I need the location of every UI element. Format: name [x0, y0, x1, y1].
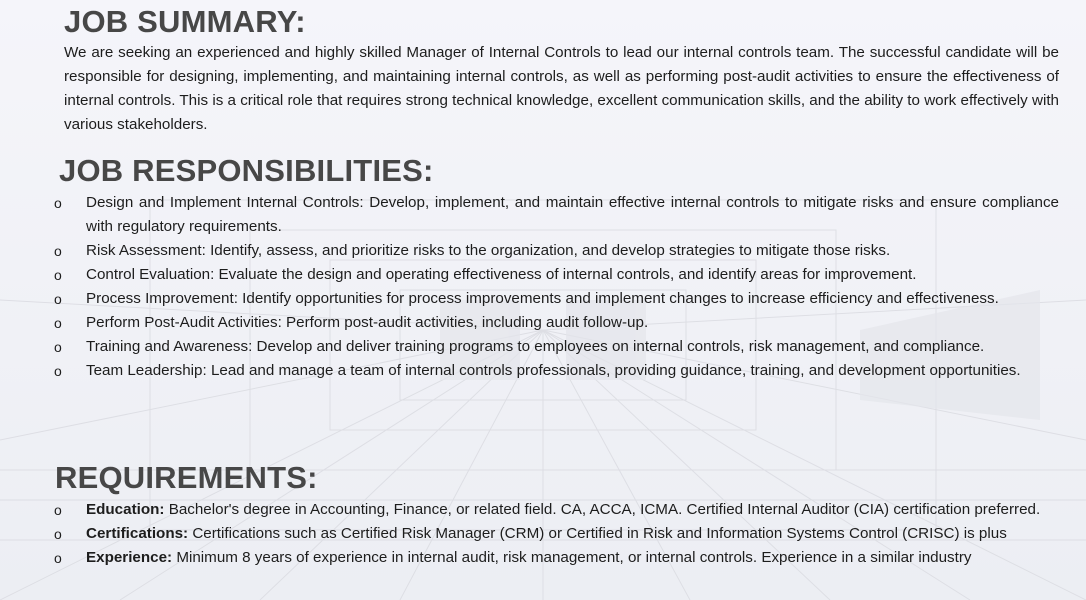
responsibility-text: Risk Assessment: Identify, assess, and prioritize risks to the organization, and develop strategies to mitigate those risks. — [86, 242, 891, 259]
requirement-label: Education: — [86, 501, 165, 518]
bullet-circle-icon: o — [54, 315, 62, 331]
list-item — [54, 546, 1059, 570]
requirement-text: Certifications such as Certified Risk Manager (CRM) or Certified in Risk and Information Systems Control (CRISC) is plus — [188, 525, 1007, 542]
requirement-text: Bachelor's degree in Accounting, Finance, or related field. CA, ACCA, ICMA. Certified Internal Auditor (CIA) certification preferred. — [164, 501, 1041, 518]
responsibilities-list — [54, 191, 1059, 383]
requirements-list — [54, 498, 1059, 570]
requirements-heading: REQUIREMENTS: — [55, 460, 318, 495]
responsibility-text: Control Evaluation: Evaluate the design and operating effectiveness of internal controls, and identify areas for improvement. — [86, 266, 917, 283]
responsibility-text: Training and Awareness: Develop and deliver training programs to employees on internal controls, risk management, and compliance. — [86, 338, 985, 355]
list-item — [54, 239, 1059, 263]
requirement-label: Experience: — [86, 549, 173, 566]
list-item — [54, 263, 1059, 287]
requirement-label: Certifications: — [86, 525, 189, 542]
bullet-circle-icon: o — [54, 363, 62, 379]
bullet-circle-icon: o — [54, 550, 62, 566]
job-responsibilities-heading: JOB RESPONSIBILITIES: — [59, 153, 434, 188]
bullet-circle-icon: o — [54, 243, 62, 259]
list-item — [54, 311, 1059, 335]
job-summary-heading: JOB SUMMARY: — [64, 4, 306, 39]
bullet-circle-icon: o — [54, 267, 62, 283]
responsibility-text: Team Leadership: Lead and manage a team of internal controls professionals, providing guidance, training, and development opportunities. — [86, 362, 1021, 379]
list-item — [54, 287, 1059, 311]
bullet-circle-icon: o — [54, 502, 62, 518]
list-item — [54, 359, 1059, 383]
bullet-circle-icon: o — [54, 291, 62, 307]
bullet-circle-icon: o — [54, 526, 62, 542]
bullet-circle-icon: o — [54, 339, 62, 355]
bullet-circle-icon: o — [54, 195, 62, 211]
list-item — [54, 191, 1059, 239]
list-item — [54, 335, 1059, 359]
responsibility-text: Design and Implement Internal Controls: Develop, implement, and maintain effective internal controls to mitigate risks and ensure compliance with regulatory requirements. — [86, 194, 1059, 235]
job-summary-paragraph: We are seeking an experienced and highly skilled Manager of Internal Controls to lead our internal controls team. The successful candidate will be responsible for designing, implementing, and maintaining internal controls, as well as performing post-audit activities to ensure the effectiveness of internal controls. This is a critical role that requires strong technical knowledge, excellent communication skills, and the ability to work effectively with various stakeholders. — [64, 44, 1059, 133]
responsibility-text: Process Improvement: Identify opportunities for process improvements and implement changes to increase efficiency and effectiveness. — [86, 290, 999, 307]
list-item — [54, 498, 1059, 522]
responsibility-text: Perform Post-Audit Activities: Perform post-audit activities, including audit follow-up. — [86, 314, 649, 331]
requirement-text: Minimum 8 years of experience in internal audit, risk management, or internal controls. Experience in a similar industry — [172, 549, 972, 566]
list-item — [54, 522, 1059, 546]
